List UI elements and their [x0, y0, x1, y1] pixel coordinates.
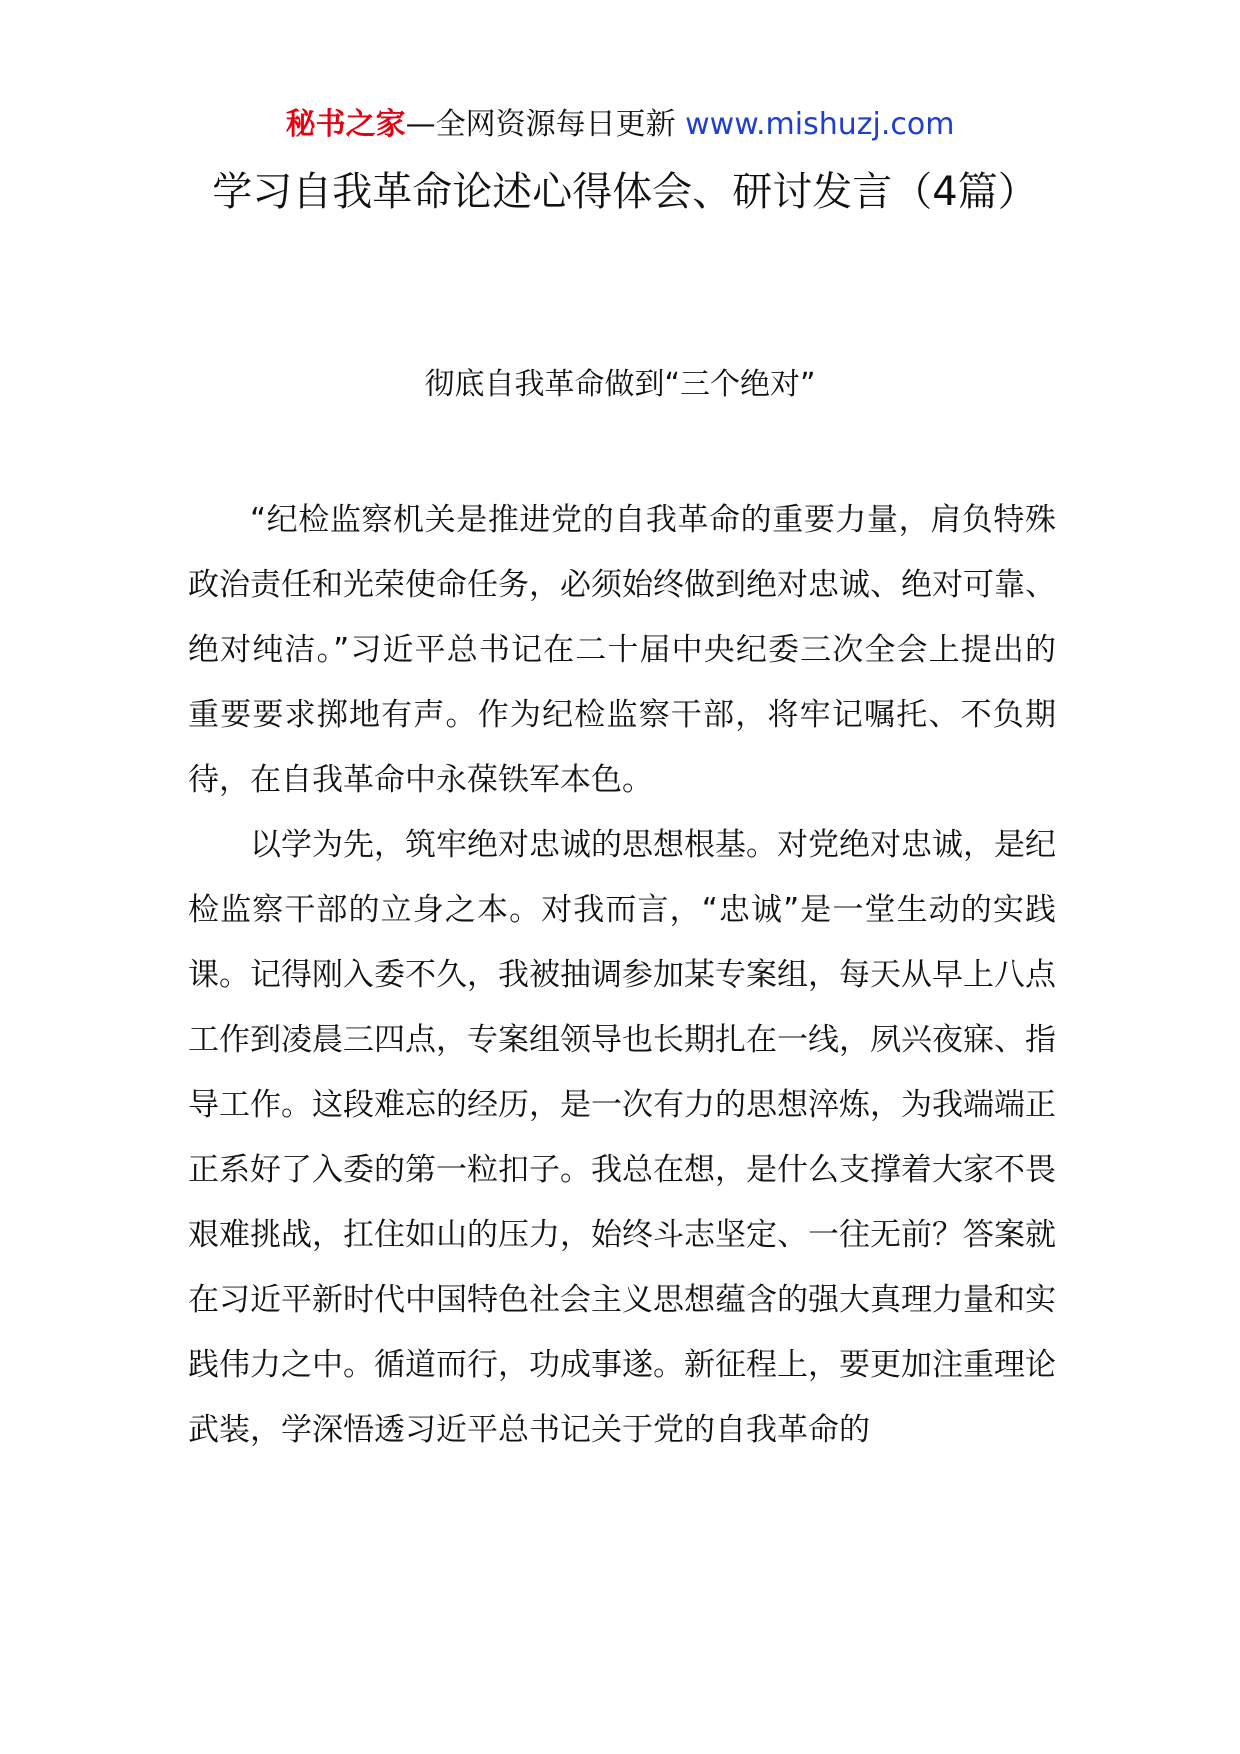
banner-url-link[interactable]: www.mishuzj.com	[685, 107, 955, 142]
section-subtitle: 彻底自我革命做到“三个绝对”	[424, 367, 816, 402]
document-title: 学习自我革命论述心得体会、研讨发言（4篇）	[212, 169, 1038, 215]
body-paragraph-1: “纪检监察机关是推进党的自我革命的重要力量，肩负特殊政治责任和光荣使命任务，必须始终做到绝对忠诚、绝对可靠、绝对纯洁。”习近平总书记在二十届中央纪委三次全会上提出的重要要求掷地有声。作为纪检监察干部，将牢记嘱托、不负期待，在自我革命中永葆铁军本色。	[188, 502, 1056, 798]
banner-brand: 秘书之家	[285, 107, 406, 142]
document-body	[188, 488, 1056, 1463]
site-banner	[0, 100, 1240, 150]
body-paragraph-2: 以学为先，筑牢绝对忠诚的思想根基。对党绝对忠诚，是纪检监察干部的立身之本。对我而言，“忠诚”是一堂生动的实践课。记得刚入委不久，我被抽调参加某专案组，每天从早上八点工作到凌晨三四点，专案组领导也长期扎在一线，夙兴夜寐、指导工作。这段难忘的经历，是一次有力的思想淬炼，为我端端正正系好了入委的第一粒扣子。我总在想，是什么支撑着大家不畏艰难挑战，扛住如山的压力，始终斗志坚定、一往无前？答案就在习近平新时代中国特色社会主义思想蕴含的强大真理力量和实践伟力之中。循道而行，功成事遂。新征程上，要更加注重理论武装，学深悟透习近平总书记关于党的自我革命的	[188, 827, 1056, 1448]
banner-slogan: —全网资源每日更新	[405, 107, 676, 142]
